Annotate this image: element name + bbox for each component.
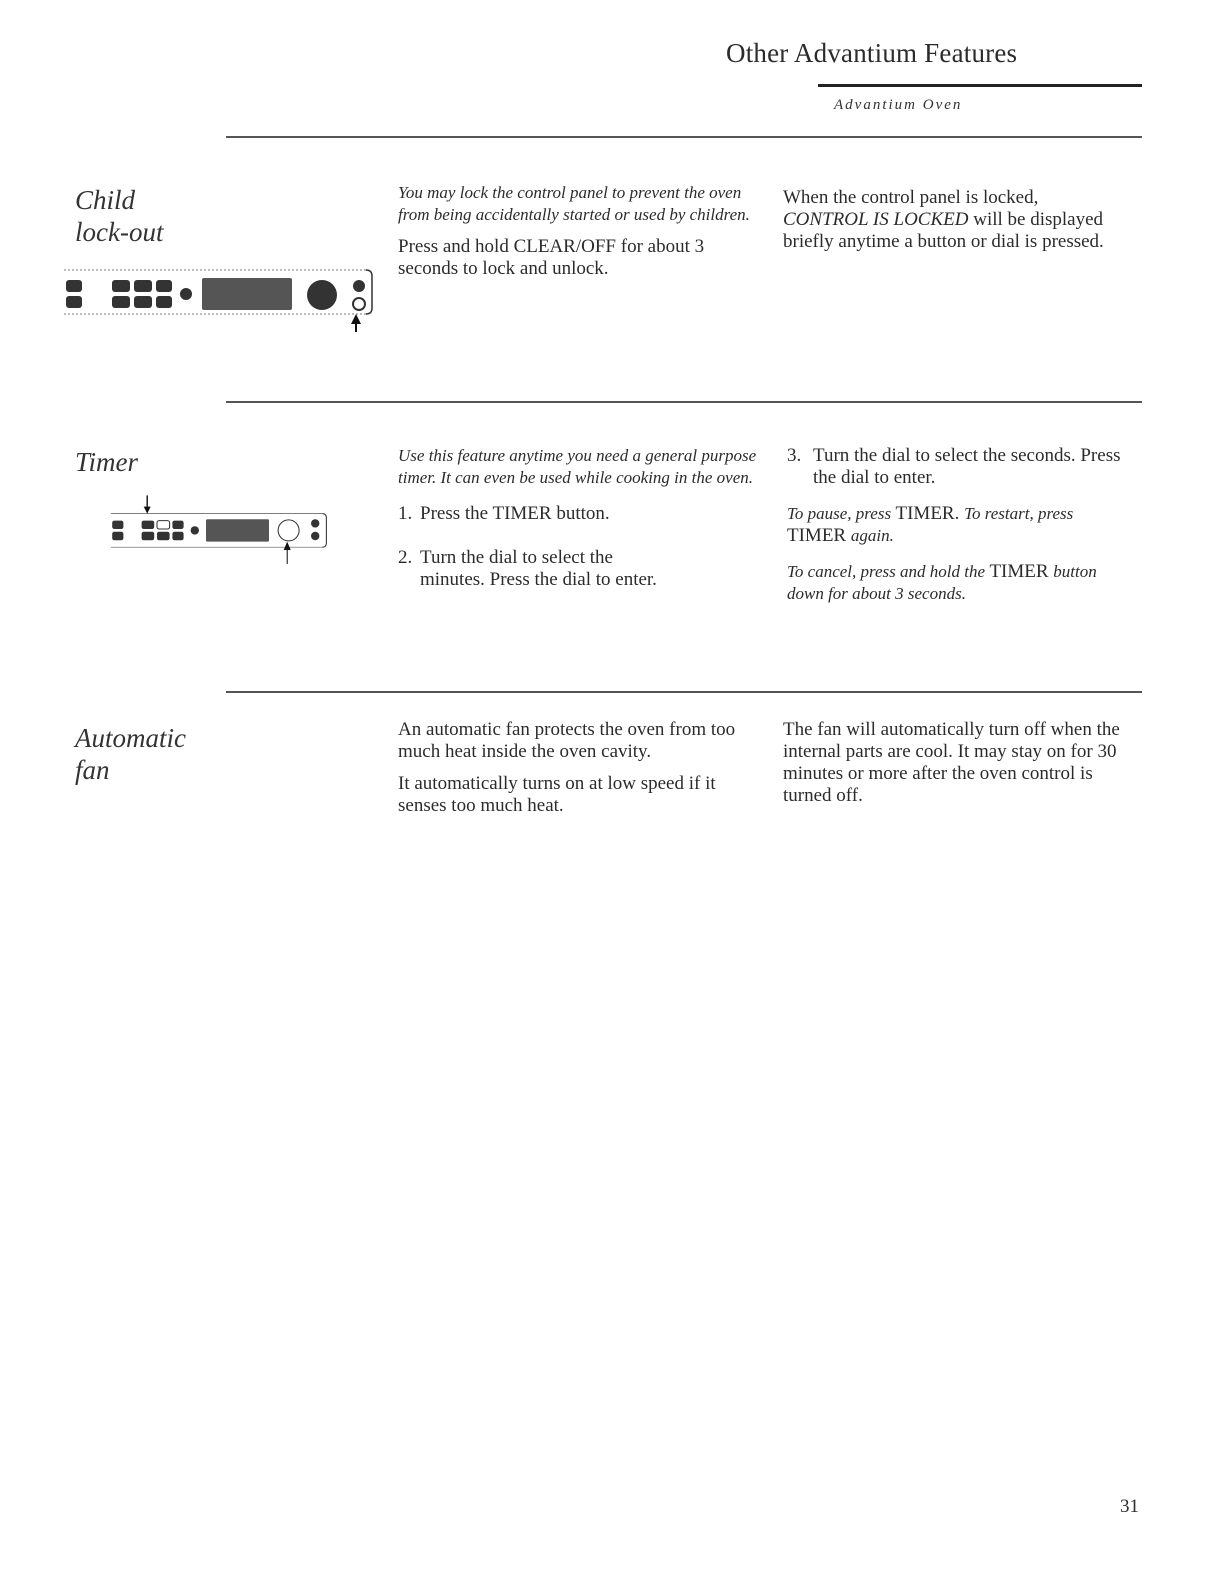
child-lockout-locked-text [783,187,1123,253]
timer-pause-note [787,503,1132,547]
section-title-line: fan [75,755,110,785]
list-item [787,445,1132,489]
step-text: Turn the dial to select the seconds. Press the dial to enter. [813,445,1121,488]
text-span: When the control panel is locked, [783,187,1039,208]
step-text: Press the TIMER button. [420,503,610,524]
title-rule [818,84,1142,87]
step-text: Turn the dial to select the minutes. Press the dial to enter. [420,547,657,590]
text-span: TIMER [989,561,1049,582]
child-lockout-instructions: Press and hold CLEAR/OFF for about 3 seconds to lock and unlock. [398,236,705,279]
section-divider [226,136,1142,138]
automatic-fan-paragraph: The fan will automatically turn off when the internal parts are cool. It may stay on for 30 minutes or more after the oven control is turned off. [783,719,1120,806]
child-lockout-intro: You may lock the control panel to prevent the oven from being accidentally started or used by children. [398,183,750,224]
step-number: 1. [398,503,413,524]
section-title-line: lock-out [75,217,164,247]
section-divider [226,401,1142,403]
timer-intro: Use this feature anytime you need a general purpose timer. It can even be used while cooking in the oven. [398,446,757,487]
timer-left-column [398,445,768,609]
section-title-line: Child [75,185,136,215]
text-span: To restart, press [964,504,1074,523]
control-panel-timer-illustration [60,494,380,564]
section-title-line: Automatic [75,723,186,753]
text-span: button down for about 3 seconds. [787,562,1097,603]
page-subtitle: Advantium Oven [834,97,963,113]
control-is-locked-text: CONTROL IS LOCKED [783,209,969,230]
step-number: 3. [787,445,802,466]
automatic-fan-paragraph: It automatically turns on at low speed if it senses too much heat. [398,773,716,816]
timer-cancel-note [787,561,1132,605]
section-divider [226,691,1142,693]
text-span: again. [850,526,894,545]
section-title-automatic-fan [75,722,186,786]
section-title-timer [75,446,138,478]
text-span: will be displayed briefly anytime a button or dial is pressed. [783,209,1104,252]
list-item [398,503,768,525]
section-title-child-lockout [75,184,163,248]
child-lockout-right-column [783,187,1123,263]
text-span: TIMER. [895,503,960,524]
text-span: TIMER [787,525,847,546]
timer-steps [398,503,768,591]
page-title: Other Advantium Features [726,38,1018,68]
child-lockout-left-column [398,182,768,290]
section-title-line: Timer [75,447,139,477]
automatic-fan-left-column [398,719,768,827]
timer-right-column [787,445,1132,615]
step-number: 2. [398,547,413,568]
page-number: 31 [1120,1496,1139,1517]
automatic-fan-paragraph: An automatic fan protects the oven from too much heat inside the oven cavity. [398,719,736,762]
text-span: To cancel, press and hold the [787,562,986,581]
text-span: To pause, press [787,504,892,523]
automatic-fan-right-column [783,719,1128,817]
control-panel-lockout-illustration [60,262,380,332]
list-item [398,547,768,591]
